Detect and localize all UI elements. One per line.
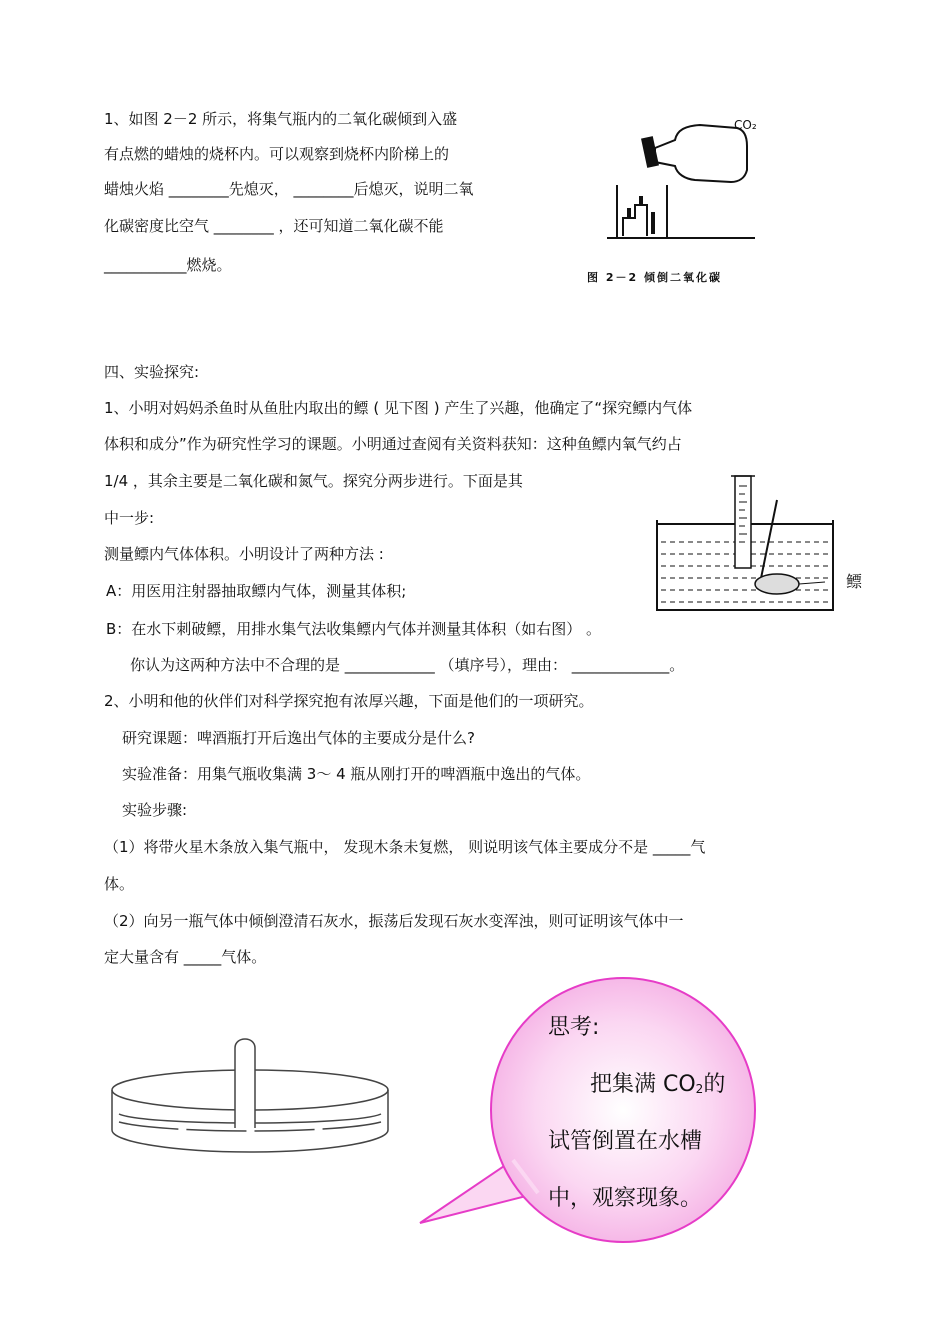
research-topic: 研究课题：啤酒瓶打开后逸出气体的主要成分是什么? [122, 729, 475, 747]
q1-line-2: 有点燃的蜡烛的烧杯内。可以观察到烧杯内阶梯上的 [104, 145, 450, 163]
thought-bubble [418, 965, 788, 1265]
figure-water-collection [655, 470, 840, 620]
bladder-label: 鳔 [846, 572, 863, 591]
candles [627, 196, 655, 234]
experiment-steps: 实验步骤: [122, 801, 188, 819]
step-1-line-2: 体。 [104, 875, 135, 893]
step-2-line-2: 定大量含有 _____气体。 [104, 948, 267, 966]
q1-line-5: ___________燃烧。 [104, 256, 232, 274]
q1-line-4: 化碳密度比空气 ________ ，还可知道二氧化碳不能 [104, 217, 444, 235]
bubble-line-3: 中，观察现象。 [548, 1186, 703, 1211]
q1-line-3: 蜡烛火焰 ________先熄灭， ________后熄灭，说明二氧 [104, 180, 474, 198]
gas-bottle [642, 125, 747, 182]
p1-line-1: 1、小明对妈妈杀鱼时从鱼肚内取出的鳔 ( 见下图 ) 产生了兴趣，他确定了“探究鳔内气体 [104, 399, 693, 417]
option-a: A：用医用注射器抽取鳔内气体，测量其体积; [106, 582, 407, 600]
bubble-title: 思考: [548, 1015, 600, 1040]
q1-line-1: 1、如图 2－2 所示，将集气瓶内的二氧化碳倾到入盛 [104, 110, 458, 128]
p1-line-2: 体积和成分”作为研究性学习的课题。小明通过查阅有关资料获知：这种鱼鳔内氧气约占 [104, 435, 682, 453]
inverted-test-tube [235, 1039, 255, 1128]
swim-bladder [755, 574, 799, 594]
figure-caption: 图 2－2 倾倒二氧化碳 [587, 271, 722, 284]
p1-line-5: 测量鳔内气体体积。小明设计了两种方法 : [104, 545, 384, 563]
co2-label: CO₂ [734, 118, 757, 132]
question-ask: 你认为这两种方法中不合理的是 ____________ （填序号），理由： _____________。 [130, 656, 685, 674]
experiment-prep: 实验准备：用集气瓶收集满 3～ 4 瓶从刚打开的啤酒瓶中逸出的气体。 [122, 765, 591, 783]
bubble-line-2: 试管倒置在水槽 [548, 1129, 703, 1154]
step-2-line-1: （2）向另一瓶气体中倾倒澄清石灰水，振荡后发现石灰水变浑浊，则可证明该气体中一 [104, 912, 684, 930]
p1-line-4: 中一步: [104, 509, 155, 527]
graduated-cylinder [731, 476, 755, 568]
figure-test-tube-dish [105, 1030, 395, 1170]
p2-line-1: 2、小明和他的伙伴们对科学探究抱有浓厚兴趣，下面是他们的一项研究。 [104, 692, 594, 710]
step-1-line-1: （1）将带火星木条放入集气瓶中， 发现木条未复燃， 则说明该气体主要成分不是 _____气 [104, 838, 706, 856]
option-b: B：在水下刺破鳔，用排水集气法收集鳔内气体并测量其体积（如右图） 。 [106, 620, 602, 638]
stairs [623, 205, 647, 236]
p1-line-3: 1/4 ，其余主要是二氧化碳和氮气。探究分两步进行。下面是其 [104, 472, 523, 490]
bubble-line-1: 把集满 CO2的 [590, 1072, 726, 1097]
section-heading: 四、实验探究: [104, 363, 200, 381]
